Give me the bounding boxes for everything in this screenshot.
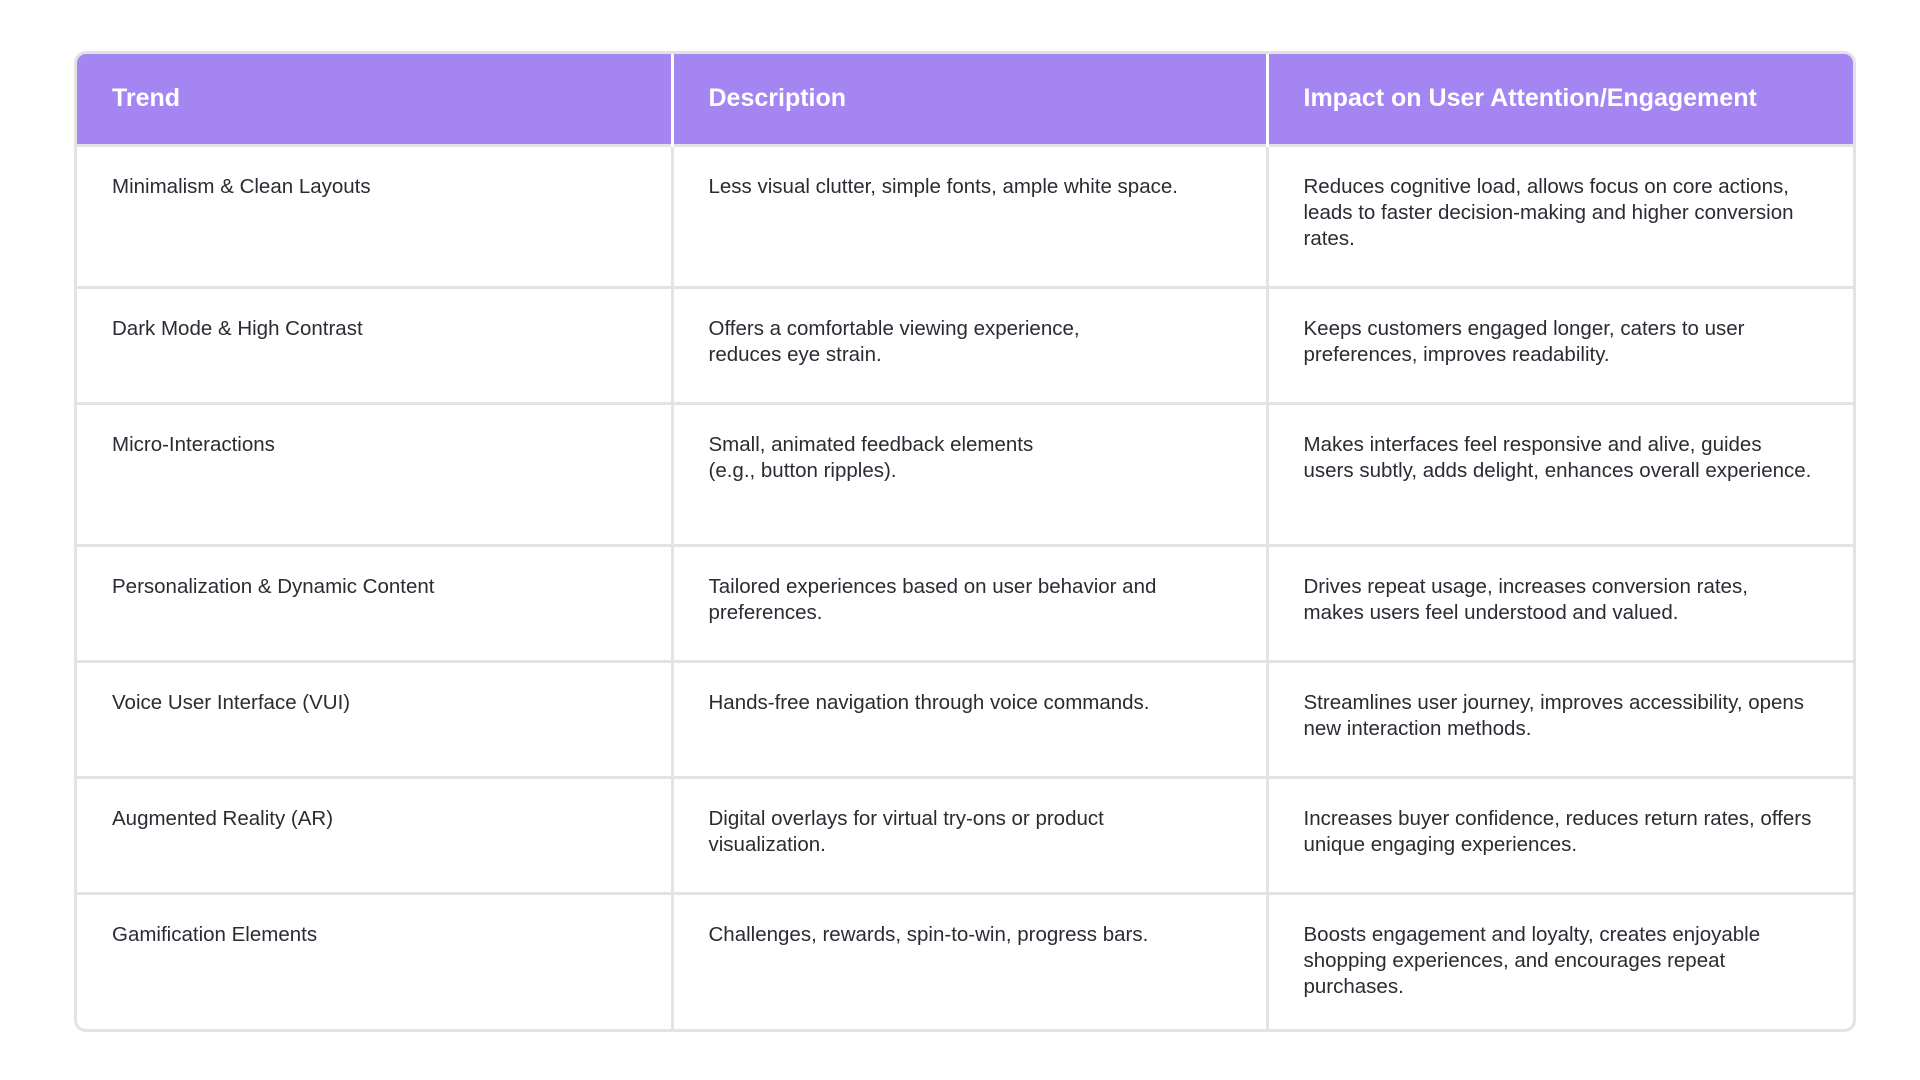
cell-impact: Makes interfaces feel responsive and alive, guides users subtly, adds delight, enhances overall experience. xyxy=(1267,403,1853,545)
cell-description: Hands-free navigation through voice commands. xyxy=(672,661,1267,777)
cell-impact: Drives repeat usage, increases conversion rates, makes users feel understood and valued. xyxy=(1267,545,1853,661)
table-row xyxy=(77,661,1853,777)
header-description: Description xyxy=(672,54,1267,145)
cell-impact: Keeps customers engaged longer, caters to user preferences, improves readability. xyxy=(1267,287,1853,403)
cell-trend: Micro-Interactions xyxy=(77,403,672,545)
cell-impact: Boosts engagement and loyalty, creates enjoyable shopping experiences, and encourages repeat purchases. xyxy=(1267,893,1853,1029)
table-row xyxy=(77,893,1853,1029)
cell-impact: Increases buyer confidence, reduces return rates, offers unique engaging experiences. xyxy=(1267,777,1853,893)
cell-trend: Minimalism & Clean Layouts xyxy=(77,145,672,287)
cell-impact: Reduces cognitive load, allows focus on core actions, leads to faster decision-making and higher conversion rates. xyxy=(1267,145,1853,287)
table-row xyxy=(77,403,1853,545)
trends-table xyxy=(77,54,1853,1029)
cell-description: Tailored experiences based on user behavior and preferences. xyxy=(672,545,1267,661)
header-trend: Trend xyxy=(77,54,672,145)
cell-description: Challenges, rewards, spin-to-win, progress bars. xyxy=(672,893,1267,1029)
header-row xyxy=(77,54,1853,145)
table-body xyxy=(77,145,1853,1029)
cell-impact: Streamlines user journey, improves accessibility, opens new interaction methods. xyxy=(1267,661,1853,777)
table-row xyxy=(77,145,1853,287)
cell-trend: Augmented Reality (AR) xyxy=(77,777,672,893)
cell-description: Less visual clutter, simple fonts, ample white space. xyxy=(672,145,1267,287)
cell-trend: Voice User Interface (VUI) xyxy=(77,661,672,777)
header-impact: Impact on User Attention/Engagement xyxy=(1267,54,1853,145)
cell-description: Small, animated feedback elements (e.g., button ripples). xyxy=(672,403,1267,545)
cell-description: Offers a comfortable viewing experience, reduces eye strain. xyxy=(672,287,1267,403)
table-header xyxy=(77,54,1853,145)
table-row xyxy=(77,287,1853,403)
cell-description: Digital overlays for virtual try-ons or product visualization. xyxy=(672,777,1267,893)
table-row xyxy=(77,545,1853,661)
cell-trend: Gamification Elements xyxy=(77,893,672,1029)
cell-trend: Personalization & Dynamic Content xyxy=(77,545,672,661)
table-row xyxy=(77,777,1853,893)
trends-table-container xyxy=(74,51,1856,1032)
cell-trend: Dark Mode & High Contrast xyxy=(77,287,672,403)
